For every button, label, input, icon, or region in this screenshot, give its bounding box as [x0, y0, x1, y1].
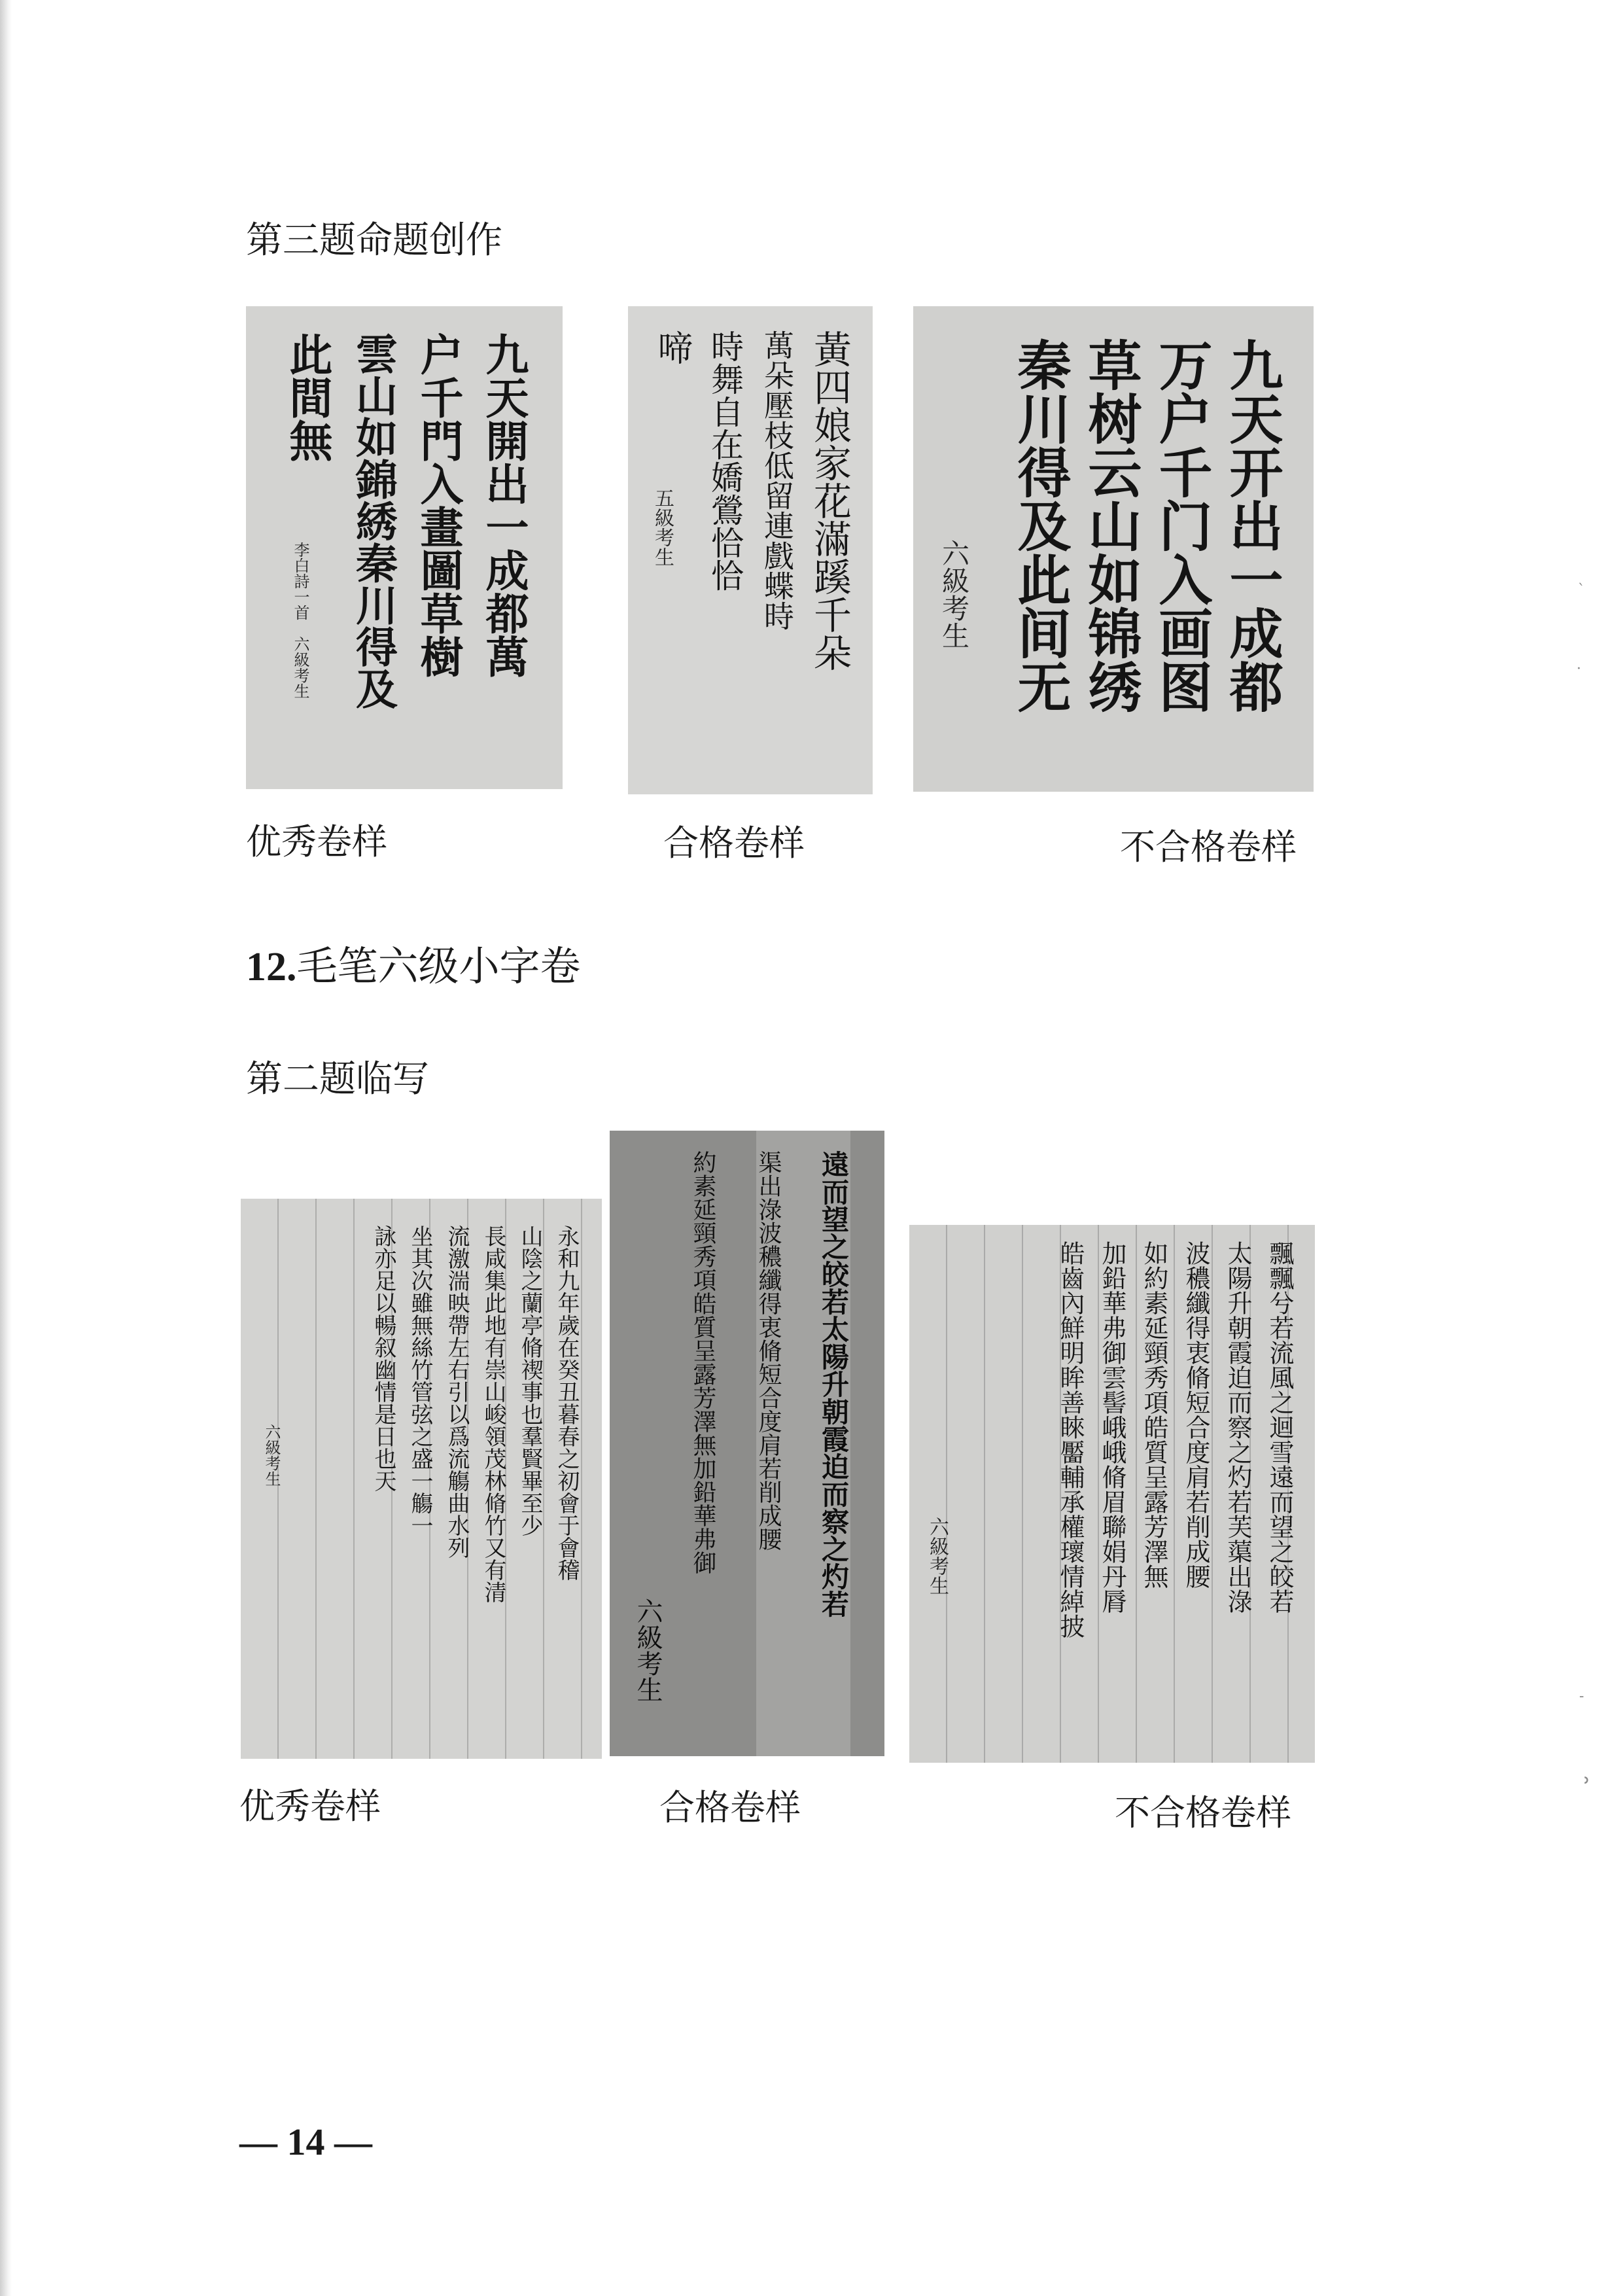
- caption-pass: 合格卷样: [659, 1787, 801, 1828]
- calligraphy-column: 飄飄兮若流風之迴雪遠而望之皎若: [1265, 1241, 1294, 1614]
- calligraphy-column: 波穠纖得衷脩短合度肩若削成腰: [1181, 1241, 1210, 1589]
- signature: 六級考生: [926, 1517, 949, 1595]
- calligraphy-column: 流激湍映帶左右引以爲流觴曲水列: [444, 1225, 470, 1559]
- calligraphy-column: 加鉛華弗御雲髻峨峨脩眉聯娟丹脣: [1098, 1241, 1126, 1614]
- scan-edge: [0, 0, 12, 2296]
- section-title: [246, 942, 581, 990]
- copy-fail-sample: [909, 1225, 1315, 1763]
- calligraphy-column: 此間無: [282, 332, 333, 462]
- caption-excellent: 优秀卷样: [246, 821, 387, 862]
- signature: 六級考生: [262, 1424, 281, 1487]
- creation-pass-sample: [628, 306, 873, 794]
- calligraphy-column: 渠出淥波穠纖得衷脩短合度肩若削成腰: [755, 1150, 782, 1551]
- section-name: 毛笔六级小字卷: [296, 942, 581, 990]
- caption-fail: 不合格卷样: [1115, 1792, 1291, 1833]
- signature: 李白詩一首 六級考生: [291, 542, 309, 699]
- copy-excellent-sample: [241, 1199, 602, 1759]
- calligraphy-column: 万户千门入画图: [1150, 338, 1213, 713]
- calligraphy-column: 遠而望之皎若太陽升朝霞迫而察之灼若: [818, 1150, 850, 1617]
- calligraphy-column: 九天开出一成都: [1221, 338, 1283, 713]
- creation-excellent-sample: [246, 306, 563, 789]
- signature: 五級考生: [651, 488, 674, 567]
- calligraphy-column: 時舞自在嬌鶯恰恰: [706, 330, 744, 592]
- signature: 六級考生: [633, 1598, 663, 1703]
- calligraphy-column: 永和九年歲在癸丑暮春之初會于會稽: [553, 1225, 580, 1581]
- calligraphy-column: 九天開出一成都萬: [478, 332, 529, 678]
- calligraphy-column: 太陽升朝霞迫而察之灼若芙蕖出淥: [1223, 1241, 1252, 1614]
- calligraphy-column: 草树云山如锦绣: [1079, 338, 1142, 713]
- scan-speck: ·: [1577, 661, 1581, 677]
- page-number: — 14 —: [239, 2121, 372, 2163]
- heading-copying: 第二题临写: [246, 1058, 429, 1101]
- scan-speck: -: [1579, 1688, 1584, 1704]
- calligraphy-column: 約素延頸秀項皓質呈露芳澤無加鉛華弗御: [689, 1150, 716, 1574]
- calligraphy-column: 坐其次雖無絲竹管弦之盛一觴一: [407, 1225, 433, 1536]
- calligraphy-column: 秦川得及此间无: [1009, 338, 1072, 713]
- signature: 六級考生: [938, 539, 970, 649]
- calligraphy-column: 詠亦足以暢叙幽情是日也天: [370, 1225, 396, 1492]
- calligraphy-column: 如約素延頸秀項皓質呈露芳澤無: [1140, 1241, 1168, 1589]
- calligraphy-column: 啼: [652, 330, 693, 365]
- creation-fail-sample: [913, 306, 1314, 792]
- heading-creation: 第三题命题创作: [246, 219, 502, 262]
- caption-excellent: 优秀卷样: [239, 1786, 381, 1827]
- calligraphy-column: 雲山如錦綉秦川得及: [349, 332, 398, 709]
- calligraphy-column: 户千門入畫圖草樹: [413, 332, 464, 678]
- caption-fail: 不合格卷样: [1120, 826, 1297, 868]
- calligraphy-column: 萬朵壓枝低留連戲蝶時: [759, 330, 795, 631]
- calligraphy-column: 山陰之蘭亭脩禊事也羣賢畢至少: [517, 1225, 543, 1536]
- calligraphy-column: 黃四娘家花滿蹊千朵: [807, 330, 852, 671]
- scan-speck: ˒: [1583, 1767, 1592, 1797]
- calligraphy-column: 長咸集此地有崇山峻領茂林脩竹又有清: [480, 1225, 506, 1603]
- section-number: 12.: [246, 945, 297, 989]
- copy-pass-sample: [610, 1131, 884, 1756]
- caption-pass: 合格卷样: [663, 822, 805, 864]
- scan-speck: ˋ: [1578, 582, 1585, 599]
- calligraphy-column: 皓齒內鮮明眸善睞靨輔承權瓌情綽披: [1056, 1241, 1085, 1638]
